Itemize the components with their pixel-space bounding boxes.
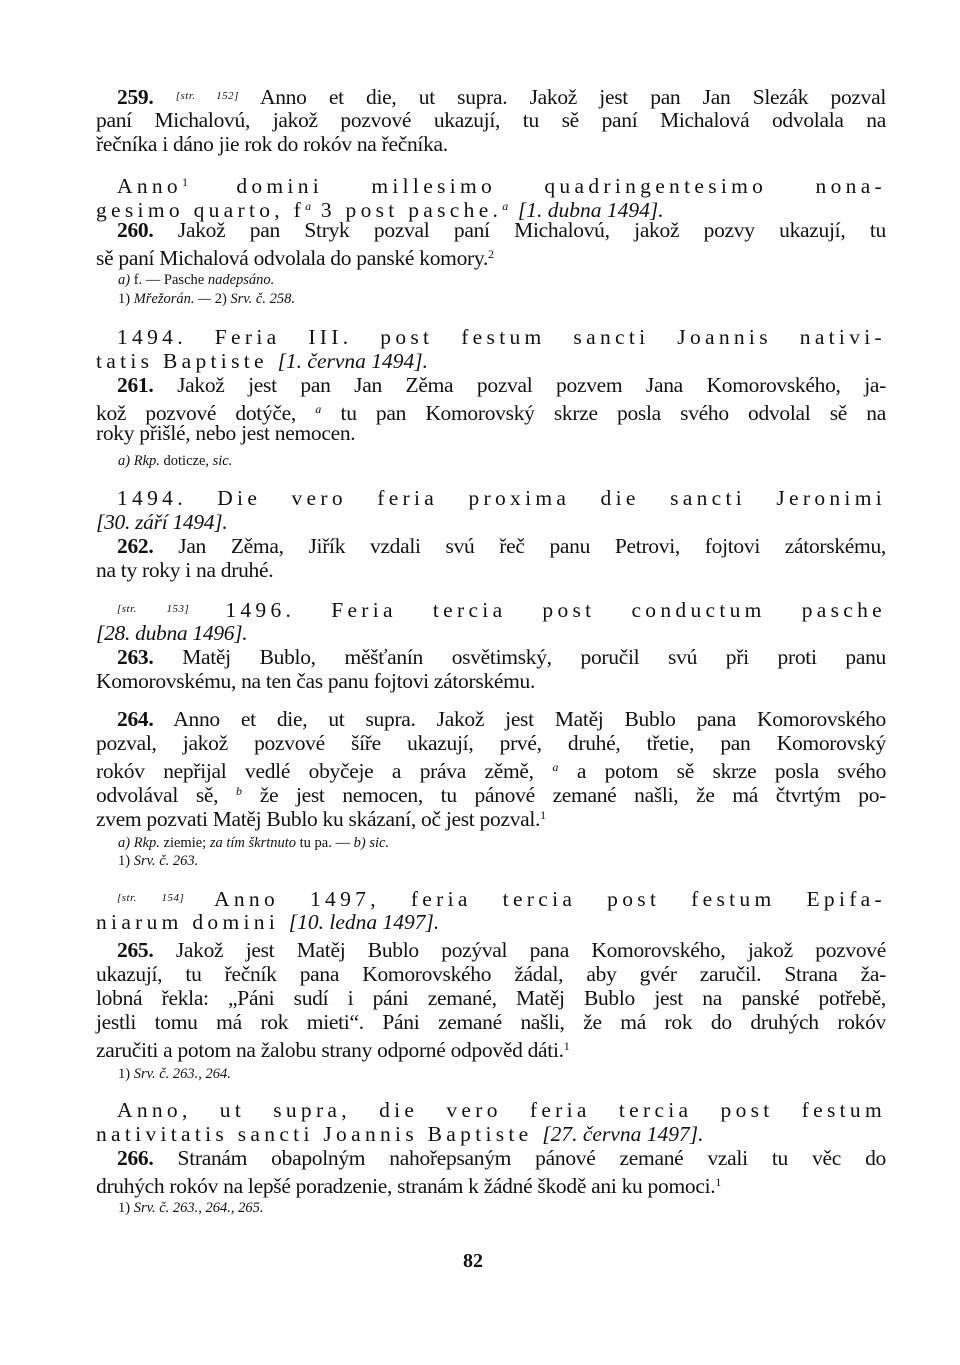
entry-264-line-2: pozval, jakož pozvové šíře ukazují, prvé, druhé, třetie, pan Komorovský — [96, 731, 886, 755]
entry-262-line-2: na ty roky i na druhé. — [96, 558, 274, 582]
entry-number: 261. — [117, 373, 154, 397]
entry-265-line-1: 265. Jakož jest Matěj Bublo pozýval pana Komorovského, jakož pozvové — [117, 938, 887, 962]
entry-266-line-2: druhých rokóv na lepšé poradzenie, stranám k žádné škodě ani ku pomoci.$^1$ — [96, 1174, 722, 1198]
footnote-1: 1) Srv. č. 263., 264., 265. — [118, 1200, 264, 1216]
date-heading-1497b-line-2: nativitatis sancti Joannis Baptiste [27. června 1497]. — [96, 1122, 704, 1146]
entry-261-line-1: 261. Jakož jest pan Jan Zěma pozval pozvem Jana Komorovského, ja- — [117, 373, 886, 397]
date-heading-1497b-line-1: Anno, ut supra, die vero feria tercia post festum — [117, 1098, 886, 1122]
footnote-a: a) Rkp. doticze, sic. — [118, 453, 233, 469]
entry-259-line-1: 259. [str. 152] Anno et die, ut supra. Jakož jest pan Jan Slezák pozval — [117, 85, 886, 109]
page-marker: [str. 152] — [175, 90, 239, 102]
entry-number: 262. — [117, 534, 154, 558]
entry-261-line-2: kož pozvové dotýče, $^a$ tu pan Komorovský skrze posla svého odvolal sě na — [96, 401, 886, 425]
entry-264-line-4: odvolával sě, $^b$ že jest nemocen, tu pánové zemané našli, že má čtvrtým po- — [96, 783, 887, 807]
modern-date: [28. dubna 1496]. — [96, 621, 248, 645]
modern-date: [10. ledna 1497]. — [288, 910, 440, 934]
date-heading-1494-line-2: gesimo quarto, $f^a$ 3 post pasche.$^a$ [1. dubna 1494]. — [96, 198, 664, 222]
date-heading-1497a-line-1: [str. 154] Anno 1497, feria tercia post festum Epifa- — [117, 887, 886, 911]
entry-number: 263. — [117, 645, 154, 669]
entry-259-line-2: paní Michalovú, jakož pozvové ukazují, tu sě paní Michalová odvolala na — [96, 108, 886, 132]
entry-260-line-1: 260. Jakož pan Stryk pozval paní Michalovú, jakož pozvy ukazují, tu — [117, 218, 886, 242]
page-number: 82 — [463, 1250, 483, 1272]
entry-265-line-3: lobná řekla: „Páni sudí i páni zemané, Matěj Bublo jest na panské potřebě, — [96, 986, 886, 1010]
entry-265-line-4: jestli tomu má rok mieti“. Páni zemané našli, že má rok do druhých rokóv — [96, 1010, 886, 1034]
entry-number: 265. — [117, 938, 154, 962]
date-heading-1494b-line-1: 1494. Feria III. post festum sancti Joannis nativi- — [117, 325, 886, 349]
entry-264-line-3: rokóv nepřijal vedlé obyčeje a práva zěmě, $^a$ a potom sě skrze posla svého — [96, 759, 887, 783]
footnote-a: a) f. — Pasche nadepsáno. — [118, 272, 275, 288]
entry-260-line-2: sě paní Michalová odvolala do panské komory.$^2$ — [96, 246, 495, 270]
page-marker: [str. 153] — [117, 603, 190, 615]
modern-date: [30. září 1494]. — [96, 510, 228, 534]
entry-265-line-2: ukazují, tu řečník pana Komorovského žádal, aby gvér zaručil. Strana ža- — [96, 962, 886, 986]
entry-number: 260. — [117, 218, 154, 242]
entry-266-line-1: 266. Stranám obapolným nahořepsaným pánové zemané vzali tu věc do — [117, 1146, 886, 1170]
entry-264-line-1: 264. Anno et die, ut supra. Jakož jest Matěj Bublo pana Komorovského — [117, 707, 886, 731]
date-heading-1494c-line-1: 1494. Die vero feria proxima die sancti Jeronimi — [117, 486, 886, 510]
date-heading-1494c-line-2 — [96, 510, 886, 534]
entry-263-line-2: Komorovskému, na ten čas panu fojtovi zátorskému. — [96, 669, 536, 693]
modern-date: [27. června 1497]. — [542, 1122, 704, 1146]
entry-number: 259. — [117, 85, 154, 109]
entry-259-line-3: řečníka i dáno jie rok do rokóv na řečníka. — [96, 132, 448, 156]
entry-265-line-5: zaručiti a potom na žalobu strany odporné odpověd dáti.$^1$ — [96, 1038, 570, 1062]
entry-number: 266. — [117, 1146, 154, 1170]
entry-number: 264. — [117, 707, 154, 731]
modern-date: [1. dubna 1494]. — [517, 198, 664, 222]
entry-262-line-1: 262. Jan Zěma, Jiřík vzdali svú řeč panu Petrovi, fojtovi zátorskému, — [117, 534, 886, 558]
date-heading-1494-line-1: Anno$^1$ domini millesimo quadringentesimo nona- — [117, 174, 886, 198]
entry-261-line-3: roky přišlé, nebo jest nemocen. — [96, 421, 356, 445]
page-marker: [str. 154] — [117, 892, 185, 904]
footnote-a-b: a) Rkp. ziemie; za tím škrtnuto tu pa. — b) sic. — [118, 835, 390, 851]
footnote-1: 1) Srv. č. 263., 264. — [118, 1066, 231, 1082]
date-heading-1496-line-1: [str. 153] 1496. Feria tercia post conductum pasche — [117, 598, 886, 622]
modern-date: [1. června 1494]. — [277, 349, 429, 373]
entry-263-line-1: 263. Matěj Bublo, měšťanín osvětimský, poručil svú při proti panu — [117, 645, 886, 669]
entry-264-line-5: zvem pozvati Matěj Bublo ku skázaní, oč jest pozval.$^1$ — [96, 807, 547, 831]
footnote-1-2: 1) Mřežorán. — 2) Srv. č. 258. — [118, 291, 295, 307]
date-heading-1494b-line-2: tatis Baptiste [1. června 1494]. — [96, 349, 429, 373]
date-heading-1497a-line-2: niarum domini [10. ledna 1497]. — [96, 910, 440, 934]
footnote-1: 1) Srv. č. 263. — [118, 853, 199, 869]
date-heading-1496-line-2 — [96, 621, 886, 645]
